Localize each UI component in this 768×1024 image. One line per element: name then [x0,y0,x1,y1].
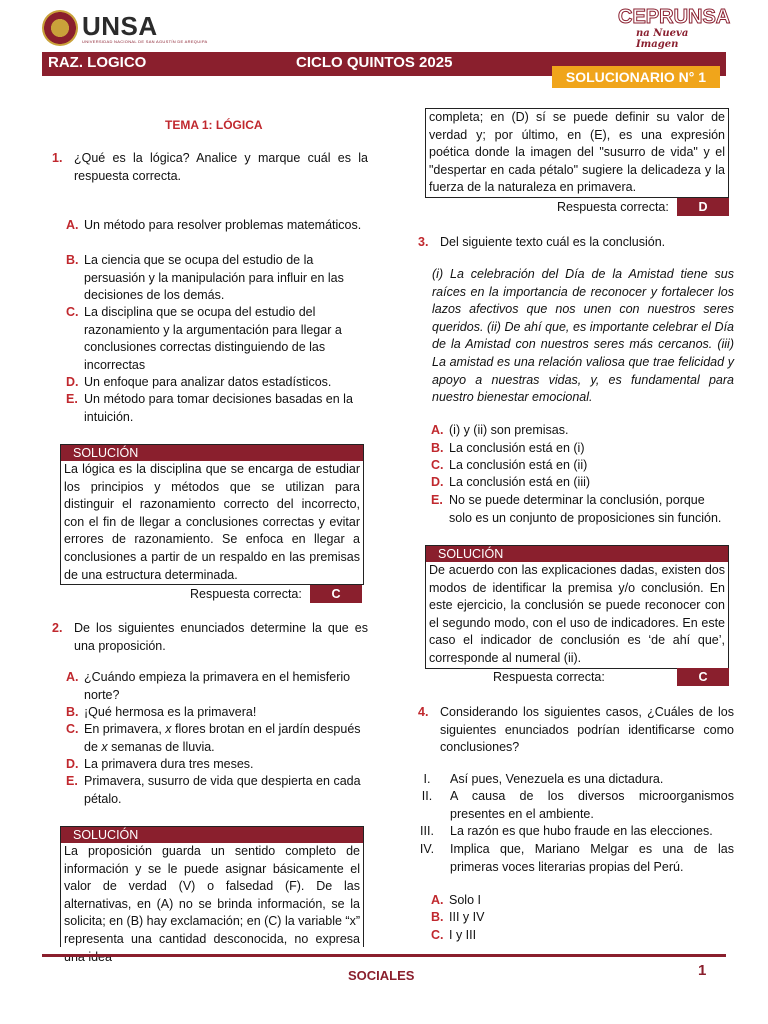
option-letter: C. [431,928,444,942]
option-text: La conclusión está en (i) [449,441,585,455]
answer-value: C [677,668,729,686]
topic-title: TEMA 1: LÓGICA [165,118,263,132]
option-b [66,252,366,305]
item-ii [418,788,734,823]
option-letter: E. [431,493,443,507]
question-text: Considerando los siguientes casos, ¿Cuáles de los siguientes enunciados podrían identificarse como conclusiones? [440,705,734,755]
option-a [66,669,366,704]
option-b [66,704,366,722]
item-number: II. [421,789,433,803]
item-i [418,771,734,789]
question-text: Del siguiente texto cuál es la conclusión. [440,235,666,249]
solution-box-2-continued [425,108,729,198]
option-letter: A. [66,218,79,232]
option-text: Solo I [449,893,481,907]
item-text: La razón es que hubo fraude en las elecciones. [450,824,713,838]
solution-box-1 [60,444,364,585]
option-c [431,927,731,945]
item-text: A causa de los diversos microorganismos presentes en el ambiente. [450,789,734,821]
passage-text: (i) La celebración del Día de la Amistad tiene sus raíces en la importancia de reconocer y fortalecer los lazos afectivos que nos unen con nuestros seres queridos. (ii) De ahí que, es importante celebrar el Día de la Amistad con nuestros seres más cercanos. (iii) La amistad es una relación valiosa que trae felicidad y apoyo a nuestras vidas, y, es fundamental para nuestro bienestar emocional. [432,267,734,405]
option-letter: A. [66,670,79,684]
option-text: III y IV [449,910,485,924]
option-e [66,391,366,426]
option-a [431,422,731,440]
item-iii [418,823,734,841]
option-text: Un enfoque para analizar datos estadísticos. [84,375,332,389]
option-d [66,756,366,774]
option-c [66,721,366,756]
page-number: 1 [698,962,707,979]
answer-value: C [310,585,362,603]
answer-label: Respuesta correcta: [190,587,302,601]
item-text: Implica que, Mariano Melgar es una de las primeras voces literarias propias del Perú. [450,842,734,874]
option-text: La ciencia que se ocupa del estudio de la persuasión y la manipulación para influir en las decisiones de los demás. [84,253,344,303]
question-1 [52,150,368,185]
ceprunsa-logo-text: CEPRUNSA [618,6,731,28]
option-text: La conclusión está en (ii) [449,458,588,472]
answer-value: D [677,198,729,216]
question-4 [418,704,734,757]
option-letter: E. [66,774,78,788]
option-text: ¡Qué hermosa es la primavera! [84,705,257,719]
unsa-logo-text: UNSA [82,10,158,41]
option-e [66,773,366,808]
option-text: La conclusión está en (iii) [449,475,591,489]
option-letter: C. [66,305,79,319]
option-text: La disciplina que se ocupa del estudio del razonamiento y la argumentación para llegar a conclusiones correctas distinguiendo de las incorrectas [84,305,342,372]
answer-row-3 [493,668,729,686]
option-c [66,304,366,374]
answer-row-1 [190,585,362,603]
answer-row-2 [557,198,729,216]
question-number: 4. [418,705,429,719]
solution-label: SOLUCIÓN [61,827,363,843]
solucionario-badge: SOLUCIONARIO N° 1 [552,66,720,88]
item-number: I. [423,772,431,786]
unsa-logo [42,8,207,48]
footer-label: SOCIALES [348,968,415,983]
unsa-crest-icon [42,10,78,46]
option-letter: A. [431,893,444,907]
solution-text-continued: completa; en (D) sí se puede definir su valor de verdad y; por último, en (E), es una expresión poética donde la imagen del "susurro de vida" y el "despertar en cada pétalo" sugiere la delicadeza y la fuerza de la naturaleza en primavera. [429,110,725,195]
solution-text: La proposición guarda un sentido completo de información y se le puede asignar básicamente el valor de verdad (V) o falsedad (F). De las alternativas, en (A) no se brinda información, se la solicita; en (B) hay exclamación; en (C) la variable “x” representa una cantidad desconocida, no expresa [64,844,360,946]
option-letter: D. [66,375,79,389]
option-letter: E. [66,392,78,406]
option-text: La primavera dura tres meses. [84,757,254,771]
solution-text: De acuerdo con las explicaciones dadas, existen dos modos de identificar la premisa y/o conclusión. En este ejercicio, la conclusión se puede reconocer con el segundo modo, con el uso de indicadores. En este caso el indicador de conclusión es ‘de ahí que’, corresponde al numeral (ii). [429,563,725,665]
passage [410,266,734,407]
option-d [431,474,731,492]
option-letter: B. [66,705,79,719]
item-number: III. [420,824,434,838]
option-letter: B. [431,910,444,924]
option-letter: A. [431,423,444,437]
question-number: 3. [418,235,429,249]
cycle-title: CICLO QUINTOS 2025 [296,54,453,71]
unsa-logo-subtext: UNIVERSIDAD NACIONAL DE SAN AGUSTÍN DE AREQUIPA [82,38,208,44]
item-iv [418,841,734,876]
option-b [431,909,731,927]
option-letter: D. [66,757,79,771]
option-a [66,217,366,235]
option-text: I y III [449,928,477,942]
option-text: En primavera, x flores brotan en el jardín después de x semanas de lluvia. [84,722,361,754]
question-text: ¿Qué es la lógica? Analice y marque cuál es la respuesta correcta. [74,151,368,183]
ceprunsa-logo [618,6,730,50]
question-text: De los siguientes enunciados determine la que es una proposición. [74,621,368,653]
solution-box-3 [425,545,729,669]
option-d [66,374,366,392]
solution-text: La lógica es la disciplina que se encarga de estudiar los principios y métodos que se utilizan para distinguir el razonamiento correcto del incorrecto, con el fin de llegar a conclusiones correctas y evitar errores de razonamiento. Se enfoca en llegar a conclusiones a partir de un respaldo en las premisas de una estructura determinada. [64,462,360,582]
option-text: Primavera, susurro de vida que despierta en cada pétalo. [84,774,361,806]
option-letter: B. [431,441,444,455]
footer-divider [42,954,726,957]
question-number: 2. [52,621,63,635]
question-3 [418,234,734,252]
option-text: (i) y (ii) son premisas. [449,423,569,437]
option-letter: B. [66,253,79,267]
option-c [431,457,731,475]
question-number: 1. [52,151,63,165]
answer-label: Respuesta correcta: [493,670,605,684]
solution-box-2 [60,826,364,947]
option-e [431,492,731,527]
answer-label: Respuesta correcta: [557,200,669,214]
item-text: Así pues, Venezuela es una dictadura. [450,772,664,786]
option-letter: C. [66,722,79,736]
option-letter: D. [431,475,444,489]
option-b [431,440,731,458]
item-number: IV. [419,842,435,856]
option-text: Un método para tomar decisiones basadas en la intuición. [84,392,353,424]
option-letter: C. [431,458,444,472]
option-text: ¿Cuándo empieza la primavera en el hemisferio norte? [84,670,351,702]
subject-title: RAZ. LOGICO [48,54,147,71]
option-text: No se puede determinar la conclusión, porque solo es un conjunto de proposiciones sin función. [449,493,722,525]
option-a [431,892,731,910]
question-2 [52,620,368,655]
ceprunsa-logo-tagline: na Nueva Imagen [636,28,689,50]
solution-label: SOLUCIÓN [61,445,363,461]
option-text: Un método para resolver problemas matemáticos. [84,218,362,232]
solution-label: SOLUCIÓN [426,546,728,562]
